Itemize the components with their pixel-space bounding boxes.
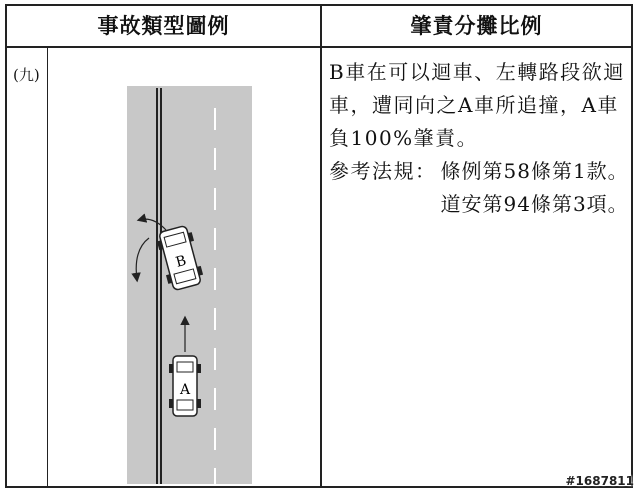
references <box>329 155 629 221</box>
reference-list <box>437 155 629 221</box>
accident-diagram <box>49 48 320 486</box>
number-column-divider <box>47 48 48 486</box>
column-divider <box>320 6 322 486</box>
row-number: (九) <box>13 66 40 84</box>
car-a <box>169 356 201 416</box>
car-a-label: A <box>179 382 191 398</box>
car-b-label: B <box>173 252 189 271</box>
description: B車在可以迴車、左轉路段欲迴車，遭同向之A車所追撞，A車負100%肇責。 <box>329 60 625 150</box>
header-diagram: 事故類型圖例 <box>97 14 230 38</box>
header-liability: 肇責分攤比例 <box>410 14 543 38</box>
reference-item: 道安第94條第3項。 <box>440 192 629 216</box>
reference-label: 參考法規： <box>329 159 437 183</box>
liability-text <box>329 56 629 221</box>
diagram-svg <box>49 48 320 486</box>
watermark: #1687811 <box>565 474 634 488</box>
reference-item: 條例第58條第1款。 <box>440 159 629 183</box>
accident-table <box>5 4 633 488</box>
